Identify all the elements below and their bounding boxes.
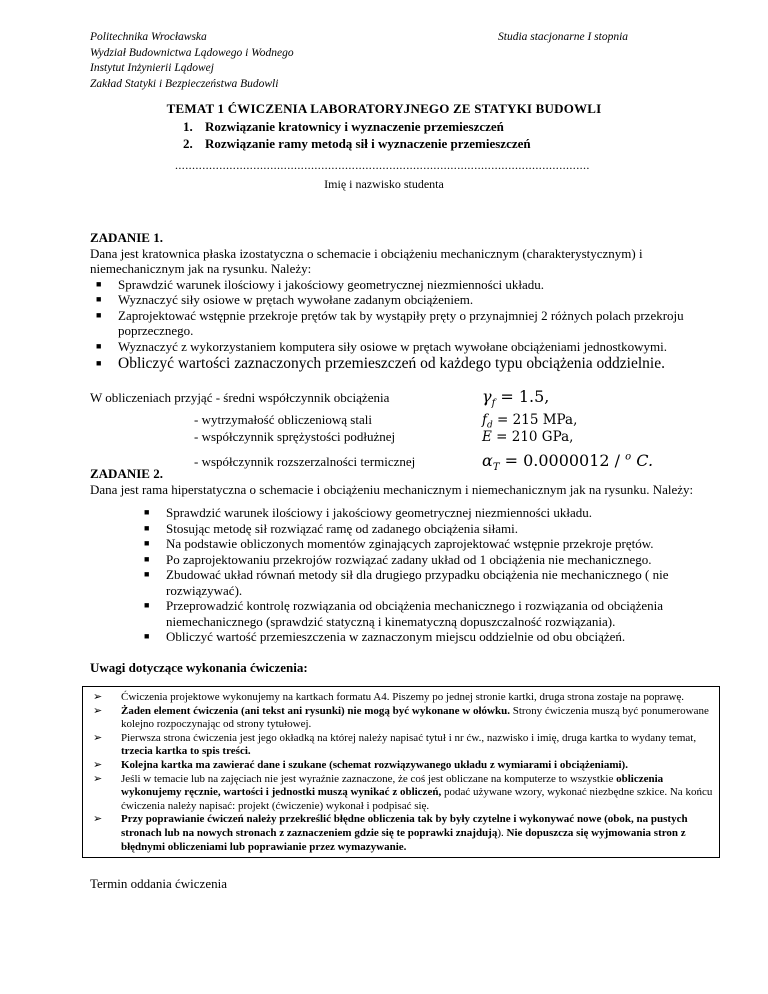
note-item <box>89 691 713 705</box>
list-item: ■ Sprawdzić warunek ilościowy i jakościowy geometrycznej niezmienności układu. <box>90 505 720 521</box>
notes-title: Uwagi dotyczące wykonania ćwiczenia: <box>90 660 308 675</box>
task1-title: ZADANIE 1. <box>90 230 163 245</box>
list-item: ■ Stosując metodę sił rozwiązać ramę od zadanego obciążenia siłami. <box>90 521 720 537</box>
deadline-label: Termin oddania ćwiczenia <box>90 876 227 891</box>
task2-title: ZADANIE 2. <box>90 466 163 481</box>
task2-bullets <box>90 505 720 645</box>
note-text: obliczenia wykonujemy ręcznie, wartości i jednostki muszą wynikać z obliczeń, <box>121 772 664 799</box>
note-text: podać używane wzory, wykonać niezbędne szkice. Na końcu ćwiczenia należy napisać: projekt (ćwiczenie) wykonał i podpisać się. <box>121 786 713 812</box>
list-item: ■ Przeprowadzić kontrolę rozwiązania od obciążenia mechanicznego i rozwiązania od obciążenia niemechanicznego (sprawdzić statyczną i kinematyczną dopuszczalność rozwiązania). <box>90 598 720 629</box>
parameter-row <box>90 412 730 429</box>
note-item <box>89 732 713 759</box>
subtitle-list <box>183 119 768 152</box>
arrow-bullet-icon: ➢ <box>93 704 103 717</box>
note-text: Jeśli w temacie lub na zajęciach nie jest wyraźnie zaznaczone, że coś jest obliczane na komputerze to wszystkie <box>121 772 617 785</box>
note-text: Pierwsza strona ćwiczenia jest jego okładką na której należy napisać tytuł i nr ćw., nazwisko i imię, druga kartka to wydany temat, <box>121 731 697 744</box>
arrow-bullet-icon: ➢ <box>93 691 103 703</box>
arrow-bullet-icon: ➢ <box>93 772 103 785</box>
list-item: ■ Wyznaczyć z wykorzystaniem komputera siły osiowe w prętach wywołane obciążeniami jednostkowymi. <box>90 339 720 355</box>
parameter-value: $f_d = 215$ MPa, <box>482 412 578 431</box>
parameter-row <box>90 387 730 412</box>
task1-intro: Dana jest kratownica płaska izostatyczna o schemacie i obciążeniu mechanicznym (charakterystycznym) i niemechanicznym jak na rysunku. Należy: <box>90 245 643 276</box>
list-item: ■ Wyznaczyć siły osiowe w prętach wywołane zadanym obciążeniem. <box>90 292 720 308</box>
header-line: Zakład Statyki i Bezpieczeństwa Budowli <box>90 77 279 90</box>
header-line: Instytut Inżynierii Lądowej <box>90 62 214 74</box>
note-text: trzecia kartka to spis treści. <box>121 745 251 758</box>
note-text: Kolejna kartka ma zawierać dane i szukane (schemat rozwiązywanego układu z wymiarami i obciążeniami). <box>121 758 628 771</box>
note-text: ). <box>497 826 507 839</box>
institution-header <box>90 30 294 92</box>
note-item <box>89 705 713 732</box>
subtitle-text: Rozwiązanie kratownicy i wyznaczenie przemieszczeń <box>205 119 504 134</box>
title-block <box>0 101 768 152</box>
note-text: Strony ćwiczenia muszą być ponumerowane kolejno rozpoczynając od strony tytułowej. <box>121 704 709 731</box>
task2-section <box>90 466 720 645</box>
arrow-bullet-icon: ➢ <box>93 731 103 744</box>
student-name-line: .......................................................................................................................... <box>175 158 590 172</box>
student-name-label: Imię i nazwisko studenta <box>324 177 444 191</box>
subtitle-item <box>183 119 768 136</box>
arrow-bullet-icon: ➢ <box>93 813 103 826</box>
parameter-label: - współczynnik rozszerzalności termicznej <box>194 454 416 469</box>
list-item: ■ Zaprojektować wstępnie przekroje prętów tak by wystąpiły pręty o przynajmniej 2 różnych polach przekroju poprzecznego. <box>90 308 720 339</box>
list-item: ■ Obliczyć wartość przemieszczenia w zaznaczonym miejscu oddzielnie od obu obciążeń. <box>90 629 720 645</box>
task1-section <box>90 230 720 373</box>
subtitle-text: Rozwiązanie ramy metodą sił i wyznaczenie przemieszczeń <box>205 135 531 151</box>
note-text: Ćwiczenia projektowe wykonujemy na kartkach formatu A4. Piszemy po jednej stronie kartki, druga strona zostaje na poprawę. <box>121 691 684 703</box>
arrow-bullet-icon: ➢ <box>93 758 103 771</box>
list-item: ■ Na podstawie obliczonych momentów zginających zaprojektować wstępnie przekroje prętów. <box>90 536 720 552</box>
parameter-label: - współczynnik sprężystości podłużnej <box>194 429 396 444</box>
note-item <box>89 759 713 773</box>
study-mode-header: Studia stacjonarne I stopnia <box>498 31 629 43</box>
subtitle-number: 1. <box>183 119 193 134</box>
parameter-value: E = 210 GPa, <box>482 429 574 445</box>
parameter-label: - wytrzymałość obliczeniową stali <box>194 412 372 427</box>
note-text: Przy poprawianie ćwiczeń należy przekreślić błędne obliczenia tak by były czytelne i wykonywać nowe (obok, na pustych stronach lub na nowych stronach z zaznaczeniem gdzie się te poprawki znajdują <box>121 813 688 839</box>
list-item: ■ Sprawdzić warunek ilościowy i jakościowy geometrycznej niezmienności układu. <box>90 277 720 293</box>
note-item <box>89 773 713 814</box>
header-line: Politechnika Wrocławska <box>90 31 207 43</box>
page-title: TEMAT 1 ĆWICZENIA LABORATORYJNEGO ZE STATYKI BUDOWLI <box>166 101 602 116</box>
list-item: ■ Po zaprojektowaniu przekrojów rozwiązać zadany układ od 1 obciążenia nie mechanicznego. <box>90 552 720 568</box>
parameter-value: $\gamma_f = 1.5$, <box>482 387 550 410</box>
notes-box <box>82 686 720 858</box>
subtitle-number: 2. <box>183 135 193 151</box>
note-item <box>89 813 713 854</box>
header-line: Wydział Budownictwa Lądowego i Wodnego <box>90 46 294 59</box>
note-text: Nie dopuszcza się wyjmowania stron z błędnymi obliczeniami lub poprawianie przez wymazywanie. <box>121 826 686 853</box>
list-item: ■ Zbudować układ równań metody sił dla drugiego przypadku obciążenia nie mechanicznego ( nie rozwiązywać). <box>90 567 720 598</box>
notes-list <box>89 691 713 854</box>
parameter-label: W obliczeniach przyjąć - średni współczynnik obciążenia <box>90 390 390 405</box>
list-item: ■ Obliczyć wartości zaznaczonych przemieszczeń od każdego typu obciążenia oddzielnie. <box>90 354 720 373</box>
task1-bullets <box>90 277 720 374</box>
note-text: Żaden element ćwiczenia (ani tekst ani rysunki) nie mogą być wykonane w ołówku. <box>121 704 510 717</box>
subtitle-item <box>183 136 768 153</box>
parameter-value: $\alpha_T = 0.0000012 / ^o$ C. <box>482 451 654 474</box>
task2-intro: Dana jest rama hiperstatyczna o schemacie i obciążeniu mechanicznym i niemechanicznym jak na rysunku. Należy: <box>90 481 694 497</box>
